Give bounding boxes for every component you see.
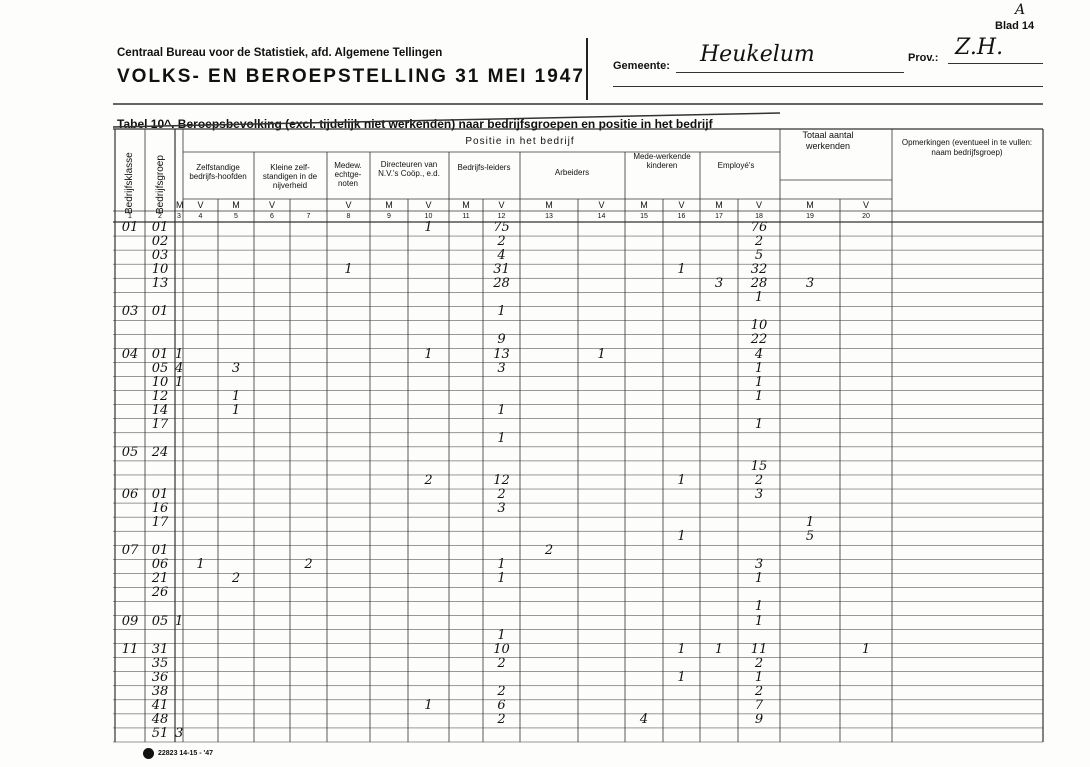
mv-label: M [176,200,184,210]
value-cell-col-5: 2 [231,571,241,587]
bedrijfsgroep-cell: 41 [151,697,169,713]
positie-header: Positie in het bedrijf [465,136,575,147]
prov-label: Prov.: [908,52,939,64]
page-title: VOLKS- EN BEROEPSTELLING 31 MEI 1947 [117,66,585,87]
value-cell-col-16: 1 [677,529,686,545]
value-cell-col-19: 1 [805,515,815,531]
value-cell-col-12: 1 [497,557,506,573]
bedrijfsklasse-cell: 07 [121,543,139,559]
bedrijfsgroep-cell: 16 [151,501,169,517]
column-number: 4 [198,213,203,220]
value-cell-col-18: 2 [754,234,764,250]
value-cell-col-18: 4 [754,346,764,362]
bedrijfsgroep-cell: 31 [151,641,169,657]
column-number: 3 [177,213,181,220]
bedrijfsgroep-cell: 51 [151,725,169,741]
bedrijfsklasse-cell: 09 [121,613,139,629]
mv-label: M [640,200,648,210]
value-cell-col-14: 1 [597,346,606,362]
value-cell-col-18: 1 [754,388,764,404]
value-cell-col-18: 32 [750,262,768,278]
value-cell-col-18: 2 [754,683,764,699]
bureau-title: Centraal Bureau voor de Statistiek, afd. Algemene Tellingen [117,47,443,59]
column-number: 16 [677,213,686,220]
bedrijfsgroep-cell: 01 [151,220,169,236]
bedrijfsgroep-cell: 10 [151,374,169,390]
group-header-medew-echtgenoten: Medew. echtge-noten [334,161,362,188]
group-header-medewerkende-kinderen: Mede-werkende kinderen [633,152,691,170]
bedrijfsgroep-cell: 05 [151,360,169,376]
value-cell-col-18: 10 [750,318,768,334]
value-cell-col-5: 1 [231,402,241,418]
bedrijfsgroep-cell: 01 [151,304,169,320]
caption-rule [113,113,780,127]
bedrijfsklasse-cell: 06 [121,487,139,503]
column-number: 2 [158,213,162,220]
column-number: 17 [715,213,723,220]
value-cell-col-18: 2 [754,473,764,488]
bedrijfsgroep-cell: 02 [151,234,169,250]
value-cell-col-7: 2 [304,557,313,573]
mv-label: V [197,200,204,210]
bedrijfsgroep-cell: 36 [151,669,169,685]
value-cell-col-18: 3 [754,557,764,573]
column-number: 19 [806,213,814,220]
value-cell-col-12: 4 [497,248,506,264]
mv-label: M [232,200,240,210]
value-cell-col-18: 7 [754,697,764,713]
bedrijfsgroep-cell: 17 [151,515,169,531]
bedrijfsgroep-header: Bedrijfsgroep [155,155,166,214]
bedrijfsklasse-cell: 11 [121,641,139,657]
mv-label: V [862,200,869,210]
bedrijfsgroep-cell: 01 [151,543,169,559]
value-cell-col-10: 1 [424,346,433,362]
value-cell-col-12: 2 [497,234,506,250]
bedrijfsgroep-cell: 24 [151,444,169,460]
group-header-opmerkingen: Opmerkingen (eventueel in te vullen: naam bedrijfsgroep) [901,138,1033,157]
column-number: 1 [128,213,132,220]
bedrijfsgroep-cell: 01 [151,346,169,362]
group-header-totaal: Totaal aantal werkenden [802,130,854,151]
value-cell-col-18: 76 [750,220,768,236]
value-cell-col-12: 12 [493,473,510,488]
group-header-bedrijfsleiders: Bedrijfs-leiders [457,163,511,172]
bedrijfsklasse-cell: 04 [121,346,139,362]
bedrijfsgroep-cell: 01 [151,487,169,503]
bedrijfsgroep-cell: 03 [151,248,169,264]
value-cell-col-12: 13 [493,346,510,362]
value-cell-col-3: 1 [175,374,184,390]
value-cell-col-18: 11 [750,641,768,657]
mv-label: V [345,200,352,210]
value-cell-col-12: 75 [493,220,510,236]
blad-label: Blad 14 [995,20,1035,32]
bedrijfsgroep-cell: 12 [151,388,169,404]
value-cell-col-16: 1 [677,641,686,657]
value-cell-col-18: 1 [754,290,764,306]
mv-label: M [715,200,723,210]
value-cell-col-18: 1 [754,374,764,390]
group-header-arbeiders: Arbeiders [554,168,590,177]
column-number: 9 [387,213,391,220]
value-cell-col-5: 3 [231,360,241,376]
value-cell-col-18: 1 [754,416,764,432]
bedrijfsgroep-cell: 38 [151,683,169,699]
column-number: 14 [597,213,606,220]
value-cell-col-8: 1 [344,262,353,278]
printer-logo-icon [143,748,154,759]
mv-label: V [498,200,505,210]
table-caption: Tabel 10^. Beroepsbevolking (excl. tijdelijk niet werkenden) naar bedrijfsgroepen en positie in het bedrijf [117,117,713,131]
value-cell-col-18: 1 [754,669,764,685]
mv-label: V [678,200,685,210]
bedrijfsgroep-cell: 21 [151,571,169,587]
print-code: 22823 14-15 - '47 [158,750,213,757]
mv-label: V [598,200,605,210]
value-cell-col-10: 2 [424,473,433,488]
value-cell-col-12: 2 [497,683,506,699]
value-cell-col-19: 3 [805,276,815,292]
value-cell-col-16: 1 [677,262,686,278]
value-cell-col-12: 3 [497,501,506,517]
value-cell-col-15: 4 [639,711,649,727]
gemeente-value: Heukelum [700,42,815,67]
value-cell-col-3: 1 [175,613,184,629]
column-number: 6 [270,213,274,220]
bedrijfsgroep-cell: 17 [151,416,169,432]
column-number: 20 [862,213,870,220]
prov-value: Z.H. [955,35,1004,60]
value-cell-col-12: 9 [497,332,506,348]
value-cell-col-10: 1 [424,220,433,236]
value-cell-col-4: 1 [196,557,205,573]
value-cell-col-18: 1 [754,360,764,376]
value-cell-col-12: 2 [497,711,506,727]
value-cell-col-3: 1 [175,346,184,362]
group-header-zelfstandige: Zelfstandige bedrijfs-hoofden [189,163,247,181]
bedrijfsgroep-cell: 48 [151,711,169,727]
column-number: 18 [755,213,763,220]
bedrijfsgroep-cell: 14 [151,402,169,418]
value-cell-col-12: 1 [497,571,506,587]
value-cell-col-10: 1 [424,697,433,713]
value-cell-col-18: 3 [754,487,764,503]
mv-label: M [385,200,393,210]
gemeente-label: Gemeente: [613,60,670,72]
value-cell-col-12: 2 [497,487,506,503]
column-number: 7 [306,213,311,220]
value-cell-col-18: 15 [750,458,768,474]
column-number: 11 [462,213,470,220]
column-number: 8 [346,213,351,220]
bedrijfsklasse-cell: 03 [121,304,139,320]
value-cell-col-18: 28 [750,276,768,292]
value-cell-col-12: 1 [497,430,506,446]
bedrijfsgroep-cell: 35 [151,655,169,671]
mv-label: M [806,200,814,210]
value-cell-col-16: 1 [677,669,686,685]
value-cell-col-16: 1 [677,473,686,488]
value-cell-col-12: 3 [497,360,506,376]
column-number: 15 [640,213,648,220]
value-cell-col-18: 22 [750,332,768,348]
value-cell-col-18: 9 [754,711,764,727]
group-header-directeuren: Directeuren van N.V.'s Coöp., e.d. [378,160,440,178]
mv-label: V [425,200,432,210]
value-cell-col-13: 2 [544,543,554,559]
value-cell-col-19: 5 [805,529,815,545]
column-number: 5 [234,213,238,220]
value-cell-col-12: 28 [493,276,510,292]
column-number: 13 [545,213,553,220]
value-cell-col-12: 10 [493,641,510,657]
value-cell-col-20: 1 [861,641,871,657]
value-cell-col-18: 2 [754,655,764,671]
group-header-employes: Employé's [717,161,755,170]
value-cell-col-5: 1 [231,388,241,404]
bedrijfsgroep-cell: 26 [151,585,169,601]
value-cell-col-12: 1 [497,304,506,320]
value-cell-col-18: 1 [754,599,764,615]
group-header-kleine-zelfstandigen: Kleine zelf-standigen in de nijverheid [262,163,318,190]
value-cell-col-3: 4 [175,360,184,376]
bedrijfsklasse-cell: 01 [121,220,139,236]
bedrijfsgroep-cell: 05 [151,613,169,629]
mv-label: V [268,200,275,210]
column-number: 12 [497,213,506,220]
value-cell-col-17: 1 [714,641,724,657]
value-cell-col-12: 1 [497,402,506,418]
value-cell-col-12: 31 [493,262,510,278]
mv-label: V [755,200,762,210]
mv-label: M [545,200,553,210]
value-cell-col-18: 1 [754,571,764,587]
value-cell-col-17: 3 [714,276,724,292]
value-cell-col-12: 1 [497,627,506,643]
bedrijfsklasse-cell: 05 [121,444,139,460]
bedrijfsgroep-cell: 06 [151,557,169,573]
value-cell-col-12: 6 [497,697,506,713]
value-cell-col-18: 5 [754,248,764,264]
value-cell-col-3: 3 [175,725,184,741]
column-number: 10 [424,213,433,220]
bedrijfsklasse-header: Bedrijfsklasse [124,152,135,214]
blad-mark: A [1015,2,1026,18]
value-cell-col-12: 2 [497,655,506,671]
bedrijfsgroep-cell: 13 [151,276,169,292]
bedrijfsgroep-cell: 10 [151,262,169,278]
value-cell-col-18: 1 [754,613,764,629]
mv-label: M [462,200,470,210]
